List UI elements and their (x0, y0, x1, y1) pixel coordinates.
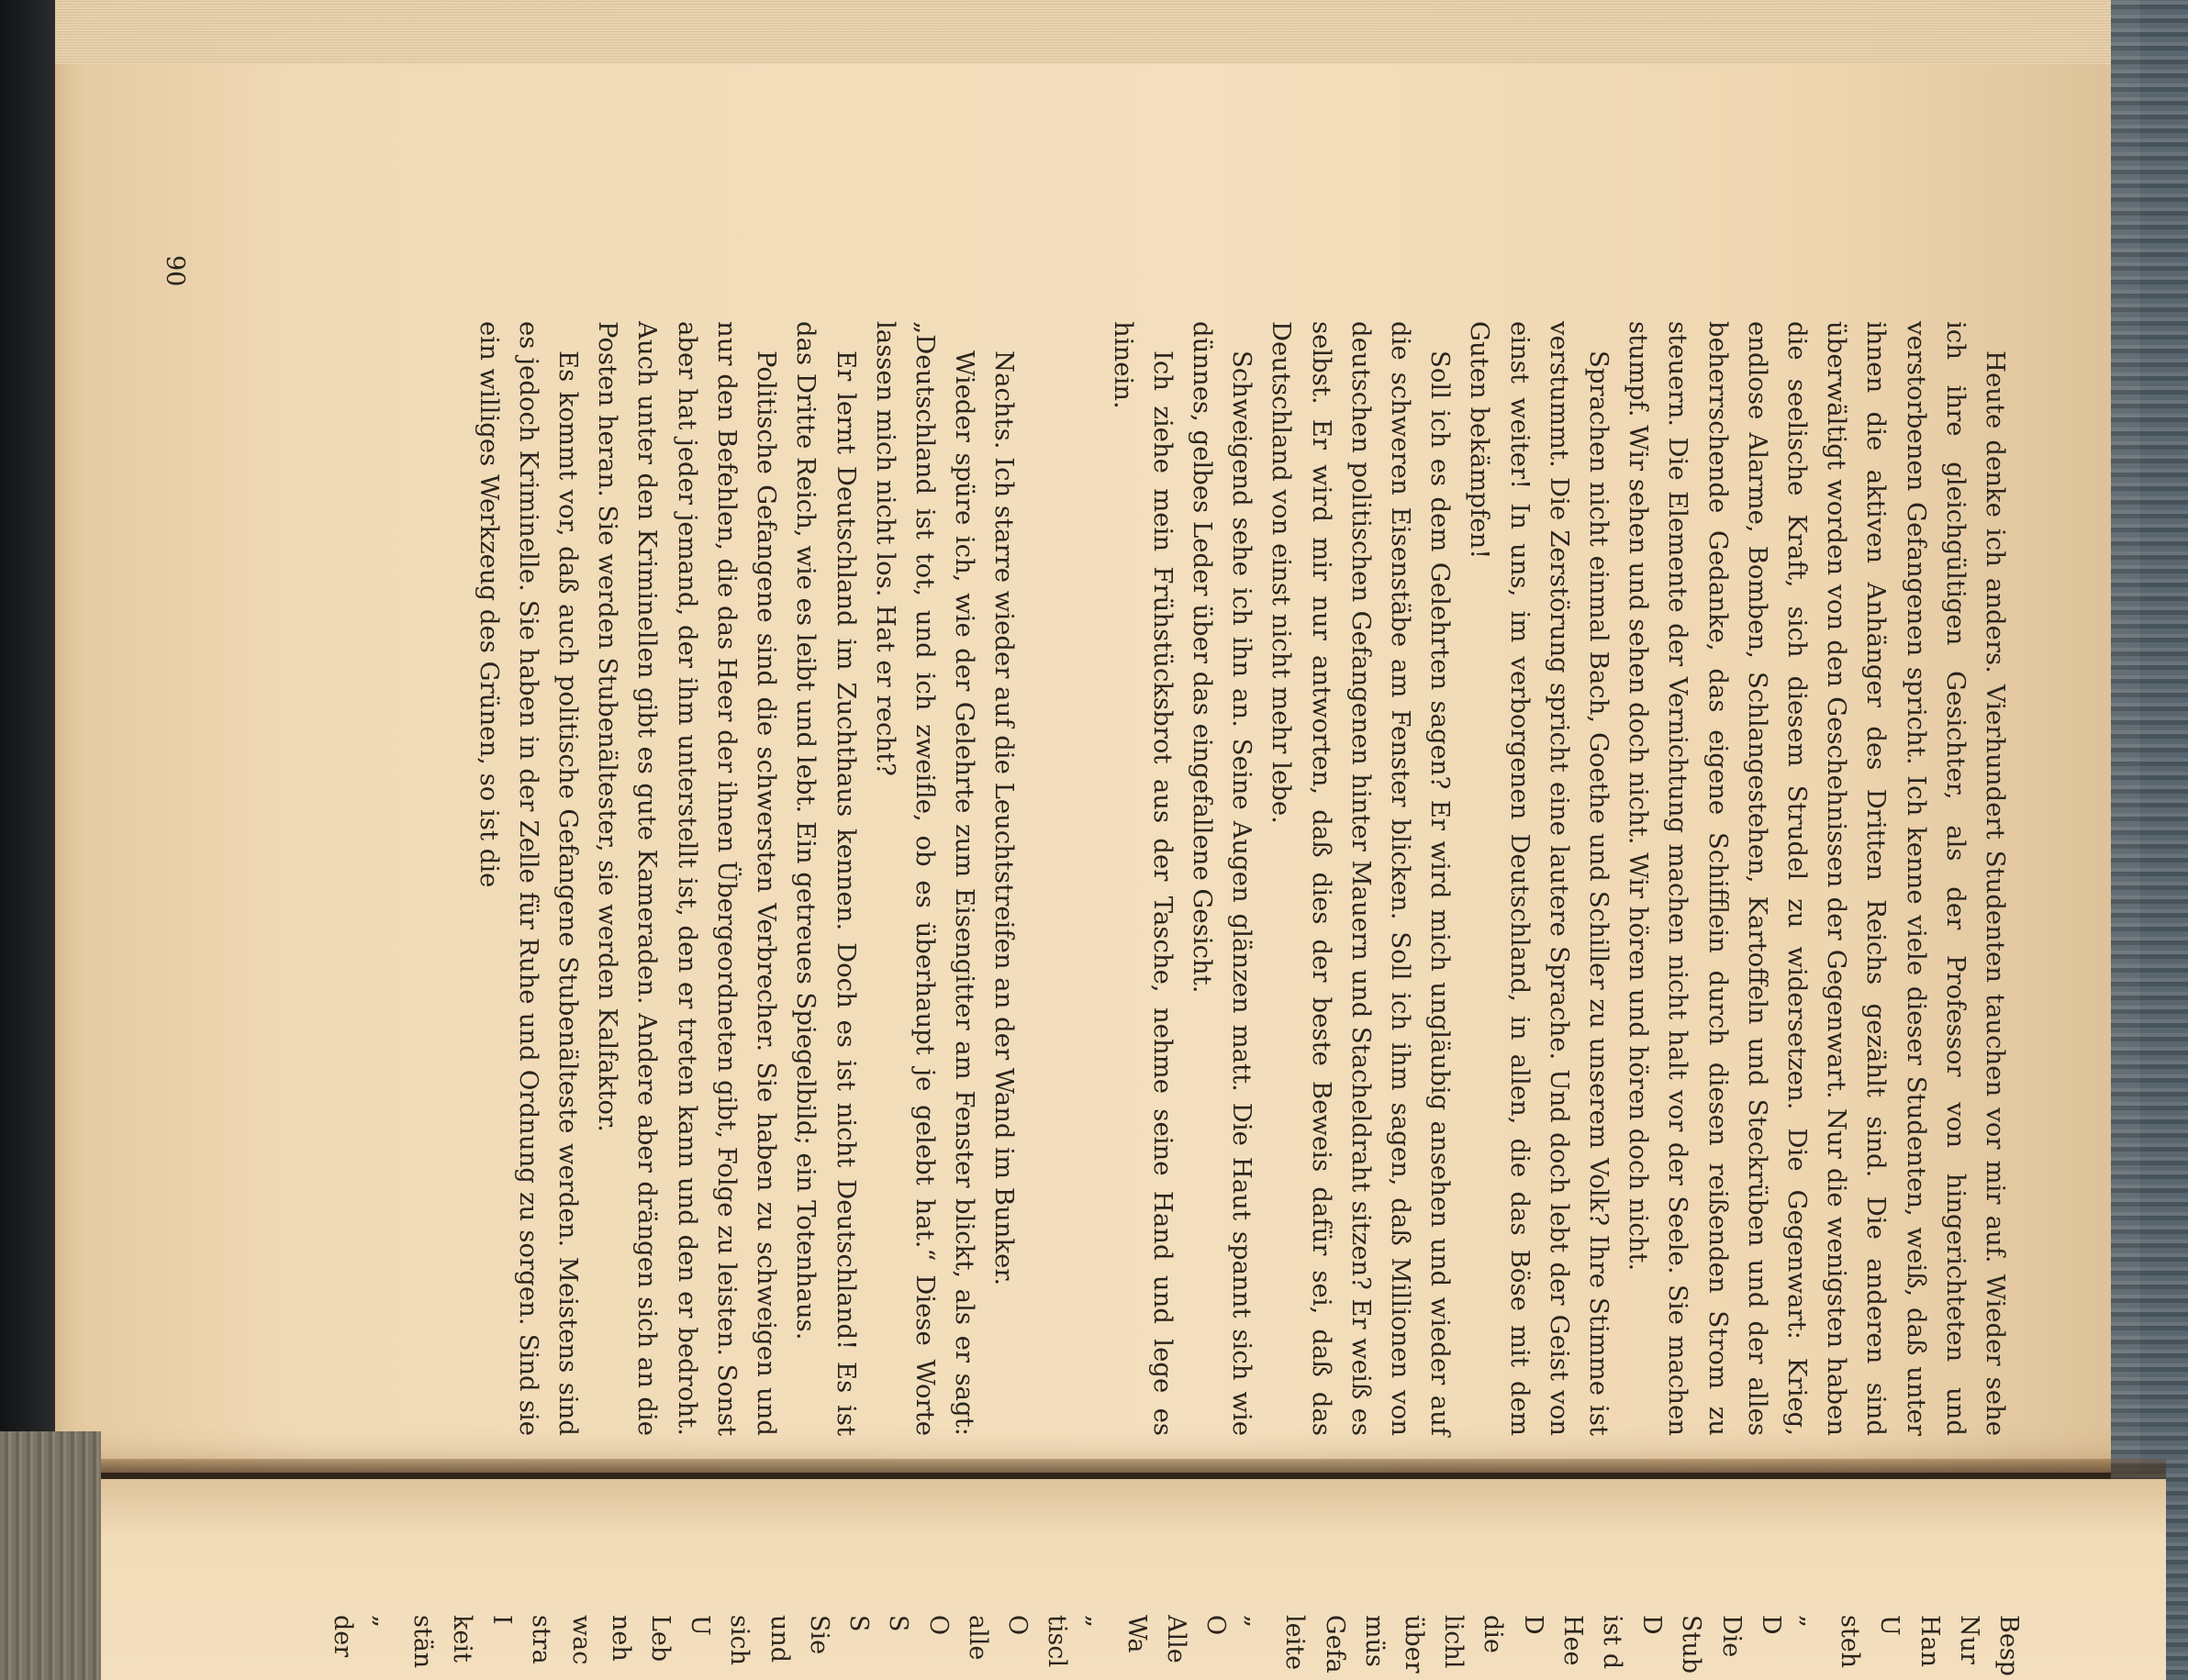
facing-page-line-fragment: lichl (1439, 1615, 1468, 1669)
facing-page-line-fragment: S (884, 1615, 913, 1632)
facing-page-line-fragment: Gefa (1320, 1615, 1349, 1674)
facing-page-line-fragment: D (1637, 1615, 1667, 1635)
facing-page-line-fragment: S (844, 1615, 874, 1632)
facing-page-line-fragment: Alle (1161, 1615, 1190, 1663)
facing-page-line-fragment: wac (566, 1615, 596, 1665)
paragraph: Sprachen nicht einmal Bach, Goethe und Schiller zu unserem Volk? Ihre Stimme ist verstummt. Die Zerstörung spricht eine lautere Sprache. Und doch lebt der Geist von einst weiter! In uns, im verborgenen Deutschland, in allen, die das Böse mit dem Guten bekämpfen! (1465, 321, 1613, 1436)
facing-page-line-fragment: Sie (804, 1615, 833, 1655)
main-text-block (468, 321, 2015, 1436)
facing-page-line-fragment: sich (725, 1615, 754, 1666)
page-number: 90 (161, 255, 189, 287)
paragraph: Ich ziehe mein Frühstücksbrot aus der Tasche, nehme seine Hand und lege es hinein. (1108, 321, 1178, 1436)
cloth-binding-edge (2111, 0, 2188, 1680)
facing-page-line-fragment: O (1002, 1615, 1032, 1636)
facing-page-line-fragment: stra (527, 1615, 556, 1664)
facing-page-line-fragment: alle (963, 1615, 992, 1661)
cloth-binding-lower (0, 1431, 101, 1680)
facing-page-line-fragment: Die (1716, 1615, 1746, 1658)
paragraph: Er lernt Deutschland im Zuchthaus kennen. Doch es ist nicht Deutschland! Es ist das Dritte Reich, wie es leibt und lebt. Ein getreues Spiegelbild; ein Totenhaus. (791, 321, 861, 1436)
facing-page-line-fragment: ist d (1597, 1615, 1626, 1670)
stacked-page-edges (55, 0, 2140, 64)
facing-page-line-fragment: „ (368, 1615, 397, 1628)
paragraph: Nachts. Ich starre wieder auf die Leuchtstreifen an der Wand im Bunker. (989, 350, 1020, 1286)
facing-page-line-fragment: Besp (1994, 1615, 2023, 1676)
facing-page-line-fragment: Stub (1677, 1615, 1706, 1674)
facing-page-line-fragment: I (487, 1615, 517, 1625)
facing-page-text-fragments (323, 1615, 2028, 1680)
facing-page-line-fragment: müs (1359, 1615, 1389, 1667)
facing-page-line-fragment: Wa (1122, 1615, 1151, 1653)
facing-page-line-fragment: O (1200, 1615, 1230, 1636)
paragraph: Politische Gefangene sind die schwersten Verbrecher. Sie haben zu schweigen und nur den Befehlen, die das Heer der ihnen Übergeordneten gibt, Folge zu leisten. Sonst aber hat jeder jemand, der ihm unterstellt ist, den er treten kann und den er bedroht. Auch unter den Kriminellen gibt es gute Kameraden. Andere aber drängen sich an die Posten heran. Sie werden Stubenältester, sie werden Kalfaktor. (593, 321, 782, 1436)
facing-page-line-fragment: stän (407, 1615, 437, 1669)
facing-page-line-fragment: „ (1795, 1615, 1825, 1628)
facing-page-line-fragment: „ (1241, 1615, 1270, 1628)
facing-page-line-fragment: über (1399, 1615, 1428, 1674)
facing-page-line-fragment: die (1479, 1615, 1508, 1653)
facing-page-line-fragment: D (1518, 1615, 1547, 1635)
facing-page-line-fragment: neh (606, 1615, 635, 1662)
facing-page-line-fragment: „ (1082, 1615, 1111, 1628)
facing-page-line-fragment: Nur (1954, 1615, 1983, 1664)
paragraph: Es kommt vor, daß auch politische Gefangene Stubenälteste werden. Meistens sind es jedoch Kriminelle. Sie haben in der Zelle für Ruhe und Ordnung zu sorgen. Sind sie ein williges Werkzeug des Grünen, so ist die (474, 321, 584, 1436)
facing-page-line-fragment: D (1756, 1615, 1785, 1635)
facing-page-line-fragment: U (686, 1615, 715, 1636)
facing-page-line-fragment: leite (1280, 1615, 1310, 1671)
facing-page-line-fragment: Hee (1557, 1615, 1587, 1666)
dark-background-edge (0, 0, 55, 1680)
facing-page-line-fragment: Leb (646, 1615, 675, 1663)
paragraph: Soll ich es dem Gelehrten sagen? Er wird mich ungläubig ansehen und wieder auf die schweren Eisenstäbe am Fenster blicken. Soll ich ihm sagen, daß Millionen von deutschen politischen Gefangenen hinter Mauern und Stacheldraht sitzen? Er weiß es selbst. Er wird mir nur antworten, daß dies der beste Beweis dafür sei, daß das Deutschland von einst nicht mehr lebe. (1267, 321, 1456, 1436)
facing-page-line-fragment: O (923, 1615, 953, 1636)
facing-page-line-fragment: tiscl (1043, 1615, 1072, 1668)
paragraph: Schweigend sehe ich ihn an. Seine Augen glänzen matt. Die Haut spannt sich wie dünnes, gelbes Leder über das eingefallene Gesicht. (1187, 321, 1257, 1436)
facing-page-line-fragment: und (765, 1615, 794, 1663)
paragraph: Wieder spüre ich, wie der Gelehrte zum Eisengitter am Fenster blickt, als er sagt: „Deutschland ist tot, und ich zweifle, ob es überhaupt je gelebt hat.“ Diese Worte lassen mich nicht los. Hat er recht? (870, 321, 980, 1436)
facing-page-line-fragment: keit (448, 1615, 477, 1663)
facing-page-line-fragment: U (1875, 1615, 1904, 1636)
facing-page-line-fragment: steh (1836, 1615, 1865, 1669)
facing-page-line-fragment: der (329, 1615, 358, 1658)
facing-page-line-fragment: Han (1914, 1615, 1944, 1668)
paragraph: Heute denke ich anders. Vierhundert Studenten tauchen vor mir auf. Wieder sehe ich ihre gleichgültigen Gesichter, als der Professor von hingerichteten und verstorbenen Gefangenen spricht. Ich kenne viele dieser Studenten, weiß, daß unter ihnen die aktiven Anhänger des Dritten Reichs gezählt sind. Die anderen sind überwältigt worden von den Geschehnissen der Gegenwart. Nur die wenigsten haben die seelische Kraft, sich diesem Strudel zu widersetzen. Die Gegenwart: Krieg, endlose Alarme, Bomben, Schlangestehen, Kartoffeln und Steckrüben und der alles beherrschende Gedanke, das eigene Schifflein durch diesen reißenden Strom zu steuern. Die Elemente der Vernichtung machen nicht halt vor der Seele. Sie machen stumpf. Wir sehen und sehen doch nicht. Wir hören und hören doch nicht. (1624, 321, 2010, 1436)
